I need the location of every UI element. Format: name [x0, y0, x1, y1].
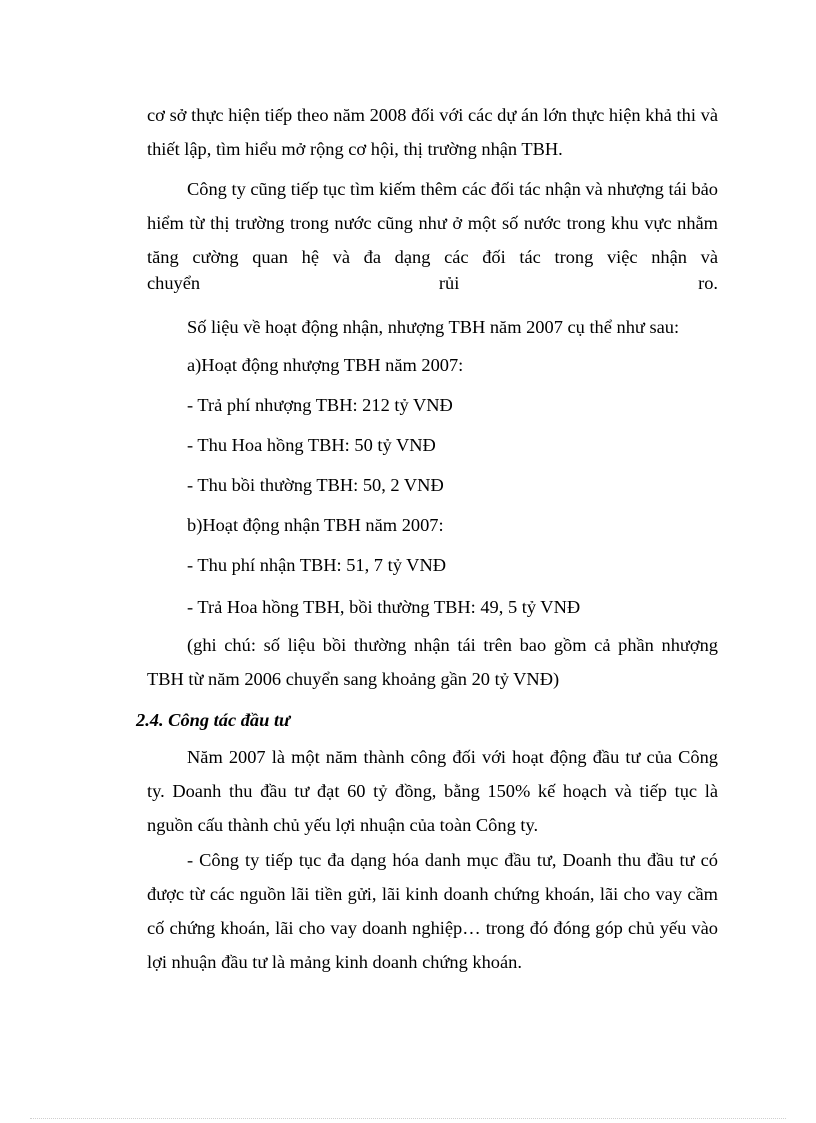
word-chuyen: chuyển: [147, 273, 201, 293]
paragraph-note: (ghi chú: số liệu bồi thường nhận tái trên bao gồm cả phần nhượng TBH từ năm 2006 chuyển sang khoảng gần 20 tỷ VNĐ): [147, 635, 718, 689]
paragraph-portfolio: - Công ty tiếp tục đa dạng hóa danh mục đầu tư, Doanh thu đầu tư có được từ các nguồn lãi tiền gửi, lãi kinh doanh chứng khoán, lãi cho vay cầm cố chứng khoán, lãi cho vay doanh nghiệp… trong đó đóng góp chủ yếu vào lợi nhuận đầu tư là mảng kinh doanh chứng khoán.: [147, 850, 718, 972]
footer-divider: [30, 1118, 786, 1119]
list-item: - Thu bồi thường TBH: 50, 2 VNĐ: [187, 475, 444, 495]
word-ro: ro.: [698, 273, 718, 293]
paragraph-partners: Công ty cũng tiếp tục tìm kiếm thêm các đối tác nhận và nhượng tái bảo hiểm từ thị trường trong nước cũng như ở một số nước trong khu vực nhằm tăng cường quan hệ và đa dạng các đối tác trong việc nhận và: [147, 179, 718, 267]
paragraph-intro-figures: Số liệu về hoạt động nhận, nhượng TBH năm 2007 cụ thể như sau:: [187, 317, 680, 337]
list-item: - Trả phí nhượng TBH: 212 tỷ VNĐ: [187, 395, 453, 415]
paragraph-partners-last-line: [147, 266, 718, 300]
list-item: - Thu Hoa hồng TBH: 50 tỷ VNĐ: [187, 435, 436, 455]
list-item: - Trả Hoa hồng TBH, bồi thường TBH: 49, 5 tỷ VNĐ: [187, 597, 581, 617]
section-heading: 2.4. Công tác đầu tư: [136, 710, 291, 730]
paragraph-investment: Năm 2007 là một năm thành công đối với hoạt động đầu tư của Công ty. Doanh thu đầu tư đạt 60 tỷ đồng, bằng 150% kế hoạch và tiếp tục là nguồn cấu thành chủ yếu lợi nhuận của toàn Công ty.: [147, 747, 718, 835]
word-rui: rủi: [438, 273, 460, 293]
list-item: - Thu phí nhận TBH: 51, 7 tỷ VNĐ: [187, 555, 447, 575]
section-b-title: b)Hoạt động nhận TBH năm 2007:: [187, 515, 444, 535]
paragraph-continuation: cơ sở thực hiện tiếp theo năm 2008 đối với các dự án lớn thực hiện khả thi và thiết lập, tìm hiểu mở rộng cơ hội, thị trường nhận TBH.: [147, 105, 718, 159]
section-a-title: a)Hoạt động nhượng TBH năm 2007:: [187, 355, 464, 375]
